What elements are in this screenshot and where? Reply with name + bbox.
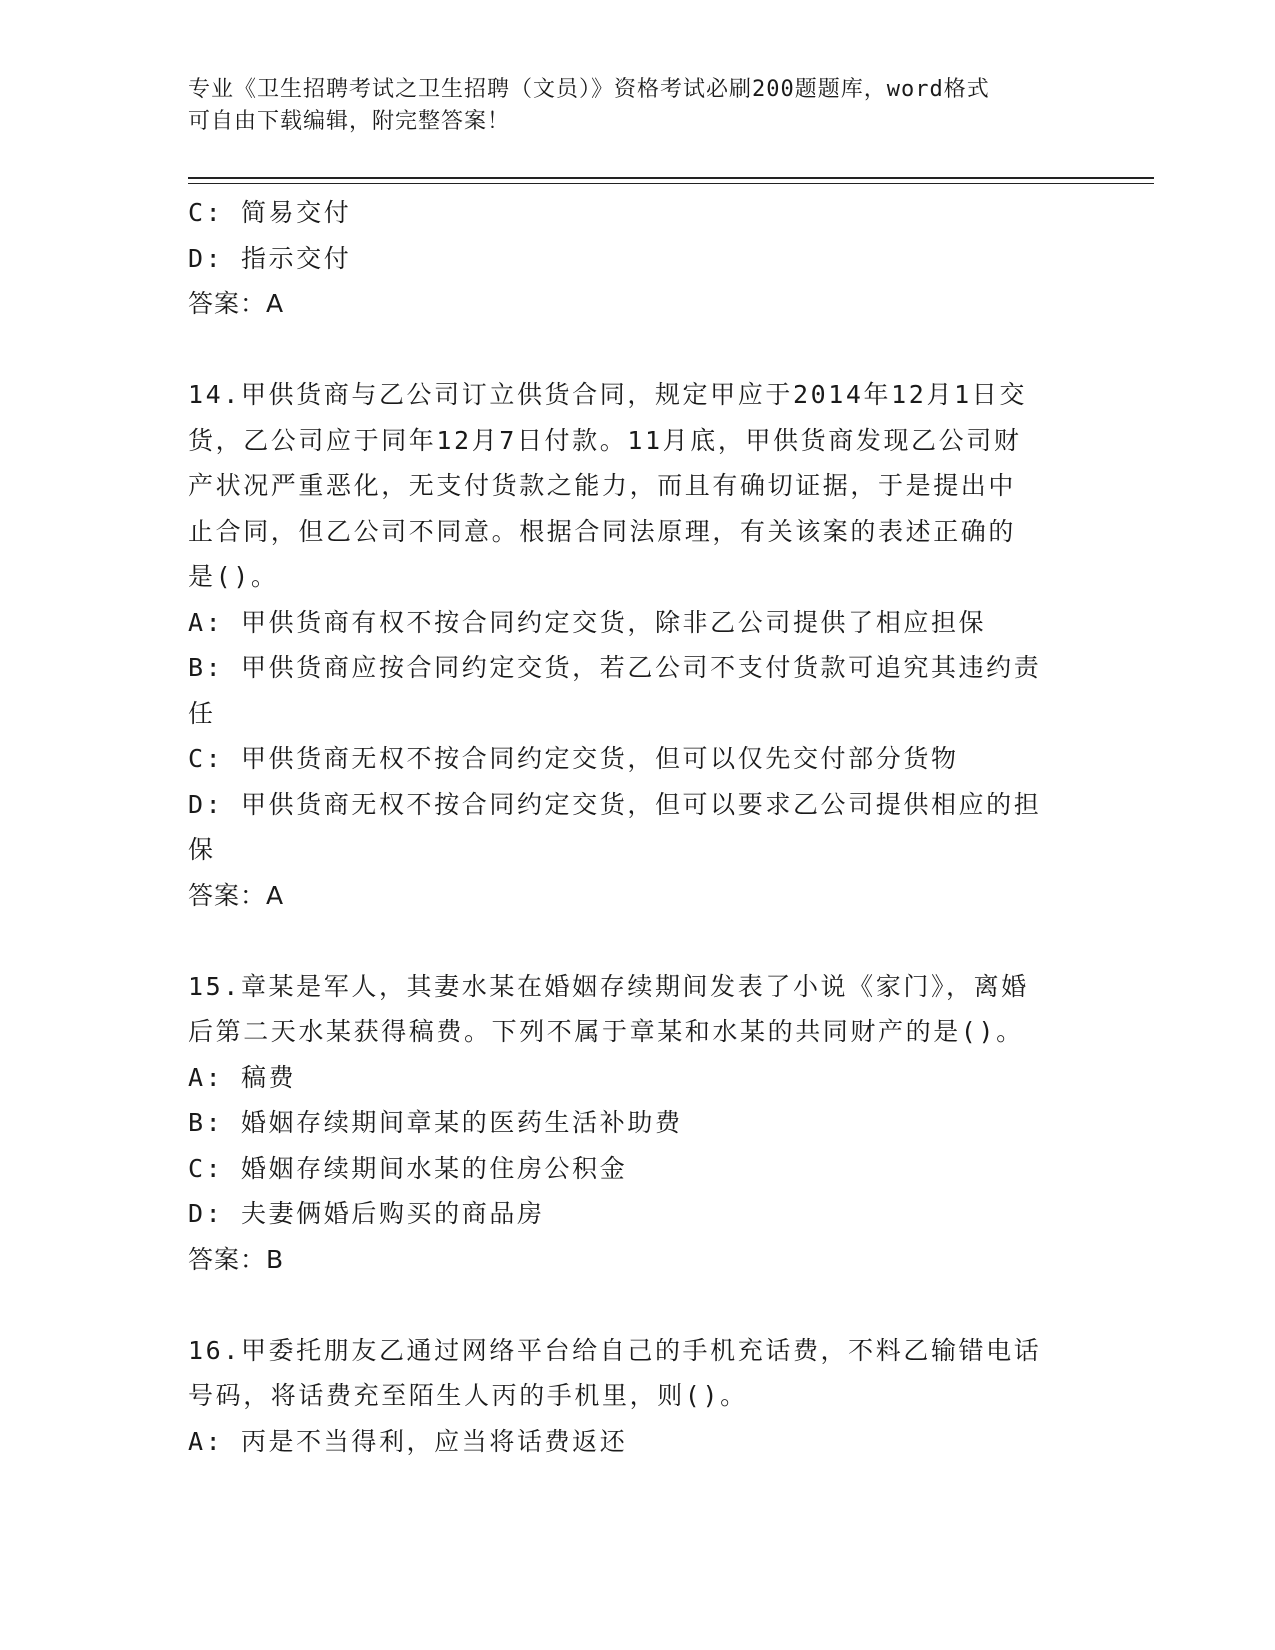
question-stem-line: 产状况严重恶化，无支付货款之能力，而且有确切证据，于是提出中 — [188, 471, 1017, 500]
answer-line: 答案：A — [188, 880, 285, 910]
header-title-line-1: 专业《卫生招聘考试之卫生招聘（文员）》资格考试必刷200题题库，word格式 — [188, 77, 990, 102]
answer-line: 答案：B — [188, 1244, 285, 1274]
question-spacer — [188, 1282, 1088, 1328]
question-stem-line: 止合同，但乙公司不同意。根据合同法原理，有关该案的表述正确的 — [188, 516, 1017, 546]
option-line: A: 稿费 — [188, 1062, 297, 1092]
header-divider — [188, 177, 1154, 184]
header-title-line-2: 可自由下载编辑，附完整答案！ — [188, 109, 511, 134]
answer-line: 答案：A — [188, 289, 285, 318]
option-line: B: 婚姻存续期间章某的医药生活补助费 — [188, 1108, 683, 1137]
question-16 — [188, 1328, 1088, 1465]
question-content — [188, 190, 1088, 1464]
option-line: A: 甲供货商有权不按合同约定交货，除非乙公司提供了相应担保 — [188, 607, 987, 637]
option-line: A: 丙是不当得利，应当将话费返还 — [188, 1426, 628, 1456]
option-line: D: 夫妻俩婚后购买的商品房 — [188, 1199, 545, 1228]
option-line: B: 甲供货商应按合同约定交货，若乙公司不支付货款可追究其违约责 — [188, 653, 1042, 682]
question-stem-line: 后第二天水某获得稿费。下列不属于章某和水某的共同财产的是()。 — [188, 1017, 1024, 1046]
option-d: D: 指示交付 — [188, 243, 352, 273]
question-stem-line: 是()。 — [188, 562, 279, 591]
option-line: D: 甲供货商无权不按合同约定交货，但可以要求乙公司提供相应的担 — [188, 789, 1042, 819]
question-15 — [188, 964, 1088, 1283]
option-line: 任 — [188, 698, 216, 728]
option-line: 保 — [188, 835, 216, 864]
question-13-continued — [188, 190, 1088, 327]
question-spacer — [188, 327, 1088, 373]
question-stem-line: 货，乙公司应于同年12月7日付款。11月底，甲供货商发现乙公司财 — [188, 425, 1022, 455]
document-header — [188, 74, 1088, 138]
question-stem-line: 16.甲委托朋友乙通过网络平台给自己的手机充话费，不料乙输错电话 — [188, 1335, 1042, 1365]
option-line: C: 甲供货商无权不按合同约定交货，但可以仅先交付部分货物 — [188, 744, 959, 773]
question-14 — [188, 372, 1088, 918]
question-stem-line: 15.章某是军人，其妻水某在婚姻存续期间发表了小说《家门》，离婚 — [188, 971, 1029, 1001]
option-line: C: 婚姻存续期间水某的住房公积金 — [188, 1153, 628, 1183]
question-spacer — [188, 918, 1088, 964]
option-c: C: 简易交付 — [188, 198, 352, 227]
question-stem-line: 14.甲供货商与乙公司订立供货合同，规定甲应于2014年12月1日交 — [188, 380, 1027, 409]
question-stem-line: 号码，将话费充至陌生人丙的手机里，则()。 — [188, 1381, 748, 1410]
